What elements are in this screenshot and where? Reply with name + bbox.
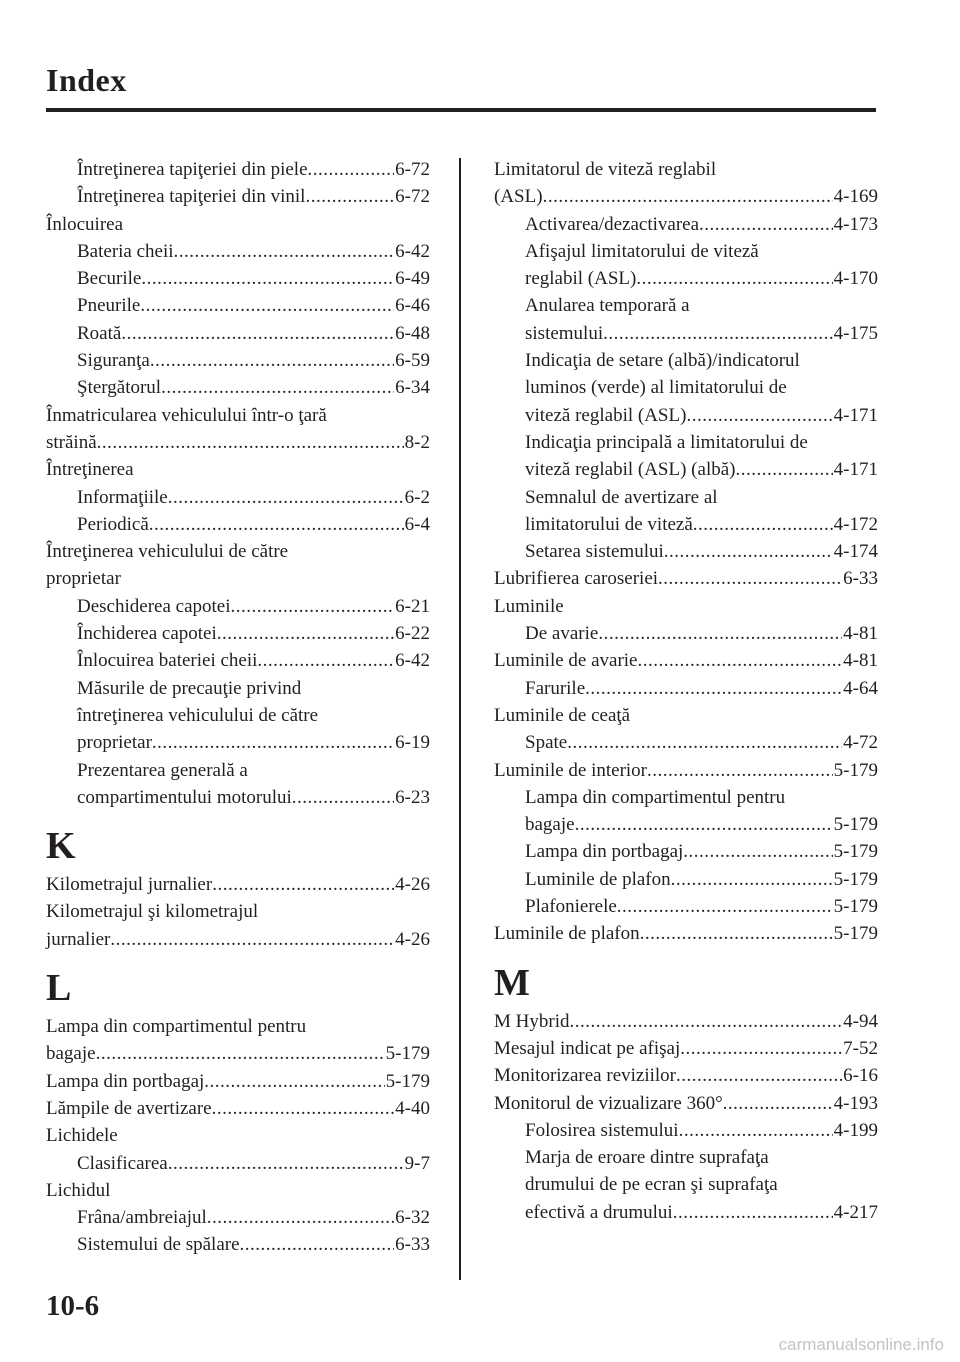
entry-page-ref[interactable]: 6-16 [843, 1065, 878, 1087]
index-column-left [46, 156, 430, 1259]
entry-text: Luminile de plafon [494, 923, 640, 945]
dot-leader [161, 374, 394, 401]
dot-leader [598, 620, 842, 647]
entry-text: drumului de pe ecran şi suprafaţa [525, 1174, 778, 1196]
dot-leader [617, 893, 833, 920]
index-subentry [46, 374, 430, 401]
index-entry [494, 593, 878, 620]
entry-text: Lichidul [46, 1179, 111, 1201]
index-subentry [494, 729, 878, 756]
entry-text: Lampa din compartimentul pentru [46, 1016, 307, 1038]
entry-text: Afişajul limitatorului de viteză [525, 240, 759, 262]
entry-text: reglabil (ASL) [525, 268, 637, 290]
index-subentry [494, 1199, 878, 1226]
entry-page-ref[interactable]: 6-72 [395, 159, 430, 180]
dot-leader [575, 811, 833, 838]
index-subentry [46, 484, 430, 511]
entry-text: proprietar [77, 732, 152, 754]
entry-text: Întreţinerea [46, 459, 134, 481]
entry-page-ref[interactable]: 6-33 [843, 568, 878, 590]
entry-text: Limitatorul de viteză reglabil [494, 159, 717, 180]
index-entry [46, 898, 430, 925]
entry-page-ref[interactable]: 6-4 [404, 513, 430, 535]
dot-leader [292, 784, 394, 811]
entry-text: Luminile de plafon [525, 868, 671, 890]
entry-page-ref[interactable]: 4-171 [833, 459, 878, 481]
index-subentry [494, 374, 878, 401]
index-entry [494, 647, 878, 674]
dot-leader [569, 1008, 842, 1035]
index-subentry [494, 265, 878, 292]
index-entry [46, 456, 430, 483]
index-entry [46, 429, 430, 456]
index-entry [46, 1122, 430, 1149]
index-subentry [46, 1231, 430, 1258]
entry-page-ref[interactable]: 6-32 [395, 1207, 430, 1229]
dot-leader [152, 729, 394, 756]
entry-text: efectivă a drumului [525, 1201, 673, 1223]
dot-leader [664, 538, 833, 565]
index-entry [494, 702, 878, 729]
entry-text: bagaje [46, 1043, 96, 1065]
dot-leader [97, 429, 404, 456]
dot-leader [168, 484, 404, 511]
dot-leader [638, 647, 843, 674]
entry-text: Frâna/ambreiajul [77, 1207, 207, 1229]
dot-leader [673, 1199, 833, 1226]
index-subentry [46, 702, 430, 729]
index-subentry [46, 238, 430, 265]
dot-leader [150, 347, 394, 374]
entry-page-ref[interactable]: 7-52 [843, 1037, 878, 1059]
index-entry [46, 402, 430, 429]
dot-leader [680, 1035, 842, 1062]
entry-text: Luminile [494, 595, 564, 617]
index-entry [494, 1008, 878, 1035]
index-subentry [494, 456, 878, 483]
index-subentry [494, 675, 878, 702]
dot-leader [585, 675, 842, 702]
index-subentry [494, 620, 878, 647]
index-subentry [494, 893, 878, 920]
entry-text: Prezentarea generală a [77, 759, 248, 781]
index-subentry [46, 675, 430, 702]
entry-page-ref[interactable]: 5-179 [833, 868, 878, 890]
entry-text: Spate [525, 732, 568, 754]
entry-page-ref[interactable]: 4-94 [843, 1010, 878, 1032]
index-subentry [46, 265, 430, 292]
dot-leader [671, 866, 833, 893]
dot-leader [686, 402, 832, 429]
entry-text: Marja de eroare dintre suprafaţa [525, 1147, 769, 1169]
page-number: 10-6 [46, 1290, 100, 1322]
dot-leader [658, 565, 842, 592]
index-entry [46, 1068, 430, 1095]
entry-text: Luminile de avarie [494, 650, 638, 672]
entry-text: Indicaţia de setare (albă)/indicatorul [525, 350, 800, 372]
entry-text: compartimentului motorului [77, 786, 292, 808]
dot-leader [110, 926, 394, 953]
entry-text: (ASL) [494, 186, 543, 208]
dot-leader [212, 871, 394, 898]
entry-text: străină [46, 431, 97, 453]
entry-text: Kilometrajul şi kilometrajul [46, 901, 259, 923]
entry-text: Măsurile de precauţie privind [77, 677, 302, 699]
dot-leader [149, 511, 404, 538]
entry-page-ref[interactable]: 5-179 [385, 1043, 430, 1065]
dot-leader [636, 265, 832, 292]
index-subentry [494, 238, 878, 265]
entry-text: Siguranţa [77, 350, 150, 372]
entry-text: Kilometrajul jurnalier [46, 874, 213, 896]
dot-leader [204, 1068, 384, 1095]
entry-text: Indicaţia principală a limitatorului de [525, 431, 808, 453]
index-subentry [494, 211, 878, 238]
index-subentry [494, 1171, 878, 1198]
entry-text: Lampa din compartimentul pentru [525, 786, 786, 808]
entry-page-ref[interactable]: 4-199 [833, 1119, 878, 1141]
index-entry [494, 156, 878, 183]
entry-page-ref[interactable]: 6-48 [395, 322, 430, 344]
index-subentry [46, 784, 430, 811]
entry-page-ref[interactable]: 6-42 [395, 240, 430, 262]
index-subentry [46, 183, 430, 210]
dot-leader [683, 838, 832, 865]
index-entry [46, 926, 430, 953]
column-divider [459, 158, 461, 1280]
entry-text: sistemului [525, 322, 604, 344]
entry-page-ref[interactable]: 4-81 [843, 623, 878, 645]
entry-page-ref[interactable]: 4-26 [395, 874, 430, 896]
entry-page-ref[interactable]: 6-33 [395, 1234, 430, 1256]
entry-page-ref[interactable]: 5-179 [833, 814, 878, 836]
entry-page-ref[interactable]: 5-179 [385, 1070, 430, 1092]
entry-text: Înmatricularea vehiculului într-o ţară [46, 404, 327, 426]
entry-text: viteză reglabil (ASL) (albă) [525, 459, 736, 481]
entry-page-ref[interactable]: 6-23 [395, 786, 430, 808]
entry-text: Folosirea sistemului [525, 1119, 679, 1141]
entry-text: Pneurile [77, 295, 141, 317]
entry-text: Luminile de ceaţă [494, 704, 631, 726]
entry-text: Înlocuirea [46, 213, 124, 235]
index-entry [46, 565, 430, 592]
entry-text: Luminile de interior [494, 759, 648, 781]
index-column-right [494, 156, 878, 1226]
index-subentry [46, 647, 430, 674]
entry-page-ref[interactable]: 4-173 [833, 213, 878, 235]
dot-leader [96, 1040, 385, 1067]
dot-leader [140, 292, 394, 319]
index-subentry [494, 866, 878, 893]
entry-text: Lubrifierea caroseriei [494, 568, 659, 590]
entry-text: Întreţinerea tapiţeriei din piele [77, 159, 308, 180]
entry-text: Lichidele [46, 1125, 118, 1147]
entry-text: proprietar [46, 568, 121, 590]
entry-text: Becurile [77, 268, 142, 290]
dot-leader [240, 1231, 395, 1258]
entry-page-ref[interactable]: 4-172 [833, 513, 878, 535]
dot-leader [141, 265, 394, 292]
index-entry [494, 183, 878, 210]
entry-page-ref[interactable]: 6-22 [395, 623, 430, 645]
index-subentry [494, 429, 878, 456]
entry-text: jurnalier [46, 928, 111, 950]
entry-text: Monitorizarea reviziilor [494, 1065, 677, 1087]
index-entry [46, 211, 430, 238]
dot-leader [603, 320, 833, 347]
index-subentry [46, 1150, 430, 1177]
entry-text: Mesajul indicat pe afişaj [494, 1037, 681, 1059]
entry-page-ref[interactable]: 4-169 [833, 186, 878, 208]
entry-text: Sistemului de spălare [77, 1234, 240, 1256]
dot-leader [305, 183, 394, 210]
index-entry [494, 1090, 878, 1117]
entry-page-ref[interactable]: 4-64 [843, 677, 878, 699]
dot-leader [567, 729, 842, 756]
index-subentry [494, 1117, 878, 1144]
entry-text: Anularea temporară a [525, 295, 690, 317]
dot-leader [207, 1204, 394, 1231]
entry-text: Deschiderea capotei [77, 595, 231, 617]
dot-leader [640, 920, 833, 947]
index-entry [46, 538, 430, 565]
entry-text: Roată [77, 322, 122, 344]
index-subentry [494, 811, 878, 838]
entry-text: Ştergătorul [77, 377, 162, 399]
entry-page-ref[interactable]: 4-40 [395, 1097, 430, 1119]
index-subentry [46, 320, 430, 347]
dot-leader [723, 1090, 833, 1117]
index-subentry [494, 838, 878, 865]
index-subentry [46, 620, 430, 647]
dot-leader [735, 456, 832, 483]
index-subentry [46, 292, 430, 319]
entry-page-ref[interactable]: 6-21 [395, 595, 430, 617]
index-entry [494, 757, 878, 784]
entry-text: De avarie [525, 623, 599, 645]
entry-text: Farurile [525, 677, 586, 699]
entry-text: Periodică [77, 513, 149, 535]
entry-page-ref[interactable]: 4-171 [833, 404, 878, 426]
index-entry [494, 565, 878, 592]
index-subentry [494, 320, 878, 347]
entry-text: Lămpile de avertizare [46, 1097, 212, 1119]
dot-leader [174, 238, 395, 265]
entry-page-ref[interactable]: 6-72 [395, 186, 430, 208]
entry-page-ref[interactable]: 4-217 [833, 1201, 878, 1223]
watermark: carmanualsonline.info [778, 1335, 944, 1354]
dot-leader [679, 1117, 833, 1144]
entry-page-ref[interactable]: 4-26 [395, 928, 430, 950]
index-subentry [494, 1144, 878, 1171]
entry-text: viteză reglabil (ASL) [525, 404, 687, 426]
index-entry [46, 1177, 430, 1204]
entry-page-ref[interactable]: 6-2 [404, 486, 430, 508]
entry-text: Plafonierele [525, 896, 617, 918]
entry-page-ref[interactable]: 4-170 [833, 268, 878, 290]
index-subentry [46, 347, 430, 374]
index-entry [494, 1062, 878, 1089]
entry-page-ref[interactable]: 5-179 [833, 923, 878, 945]
dot-leader [168, 1150, 404, 1177]
entry-page-ref[interactable]: 6-59 [395, 350, 430, 372]
index-subentry [494, 347, 878, 374]
entry-page-ref[interactable]: 6-34 [395, 377, 430, 399]
index-entry [494, 1035, 878, 1062]
entry-text: Lampa din portbagaj [525, 841, 684, 863]
index-entry [46, 871, 430, 898]
entry-text: bagaje [525, 814, 575, 836]
dot-leader [647, 757, 833, 784]
index-subentry [494, 484, 878, 511]
index-subentry [494, 292, 878, 319]
entry-page-ref[interactable]: 5-179 [833, 759, 878, 781]
dot-leader [543, 183, 833, 210]
entry-text: Clasificarea [77, 1152, 168, 1174]
index-section-letter: L [46, 967, 72, 1010]
index-subentry [494, 402, 878, 429]
entry-text: Lampa din portbagaj [46, 1070, 205, 1092]
dot-leader [212, 1095, 395, 1122]
entry-page-ref[interactable]: 8-2 [404, 431, 430, 453]
index-subentry [494, 538, 878, 565]
dot-leader [676, 1062, 842, 1089]
index-section-letter: K [46, 825, 76, 868]
entry-page-ref[interactable]: 4-174 [833, 541, 878, 563]
entry-text: Întreţinerea tapiţeriei din vinil [77, 186, 306, 208]
header-rule [46, 108, 876, 112]
index-entry [46, 1040, 430, 1067]
entry-page-ref[interactable]: 6-46 [395, 295, 430, 317]
index-subentry [46, 156, 430, 183]
entry-text: întreţinerea vehiculului de către [77, 704, 319, 726]
dot-leader [693, 511, 833, 538]
entry-text: Bateria cheii [77, 240, 174, 262]
entry-text: Întreţinerea vehiculului de către [46, 541, 289, 563]
index-subentry [46, 1204, 430, 1231]
entry-text: M Hybrid [494, 1010, 570, 1032]
entry-text: Semnalul de avertizare al [525, 486, 718, 508]
index-subentry [46, 729, 430, 756]
index-subentry [46, 593, 430, 620]
entry-page-ref[interactable]: 5-179 [833, 841, 878, 863]
dot-leader [699, 211, 833, 238]
entry-page-ref[interactable]: 6-19 [395, 732, 430, 754]
index-entry [494, 920, 878, 947]
entry-page-ref[interactable]: 4-81 [843, 650, 878, 672]
index-entry [46, 1013, 430, 1040]
dot-leader [257, 647, 394, 674]
entry-text: luminos (verde) al limitatorului de [525, 377, 787, 399]
page-title: Index [46, 62, 127, 98]
entry-text: Monitorul de vizualizare 360° [494, 1092, 723, 1114]
entry-page-ref[interactable]: 4-193 [833, 1092, 878, 1114]
entry-text: Înlocuirea bateriei cheii [77, 650, 258, 672]
index-entry [46, 1095, 430, 1122]
dot-leader [308, 156, 395, 183]
entry-text: Activarea/dezactivarea [525, 213, 700, 235]
dot-leader [217, 620, 394, 647]
index-subentry [46, 757, 430, 784]
index-section-letter: M [494, 961, 530, 1004]
entry-text: limitatorului de viteză [525, 513, 693, 535]
dot-leader [231, 593, 395, 620]
entry-text: Închiderea capotei [77, 623, 217, 645]
entry-page-ref[interactable]: 4-175 [833, 322, 878, 344]
entry-page-ref[interactable]: 4-72 [843, 732, 878, 754]
index-subentry [494, 784, 878, 811]
index-subentry [494, 511, 878, 538]
index-subentry [46, 511, 430, 538]
dot-leader [121, 320, 394, 347]
entry-text: Setarea sistemului [525, 541, 664, 563]
entry-page-ref[interactable]: 6-49 [395, 268, 430, 290]
entry-page-ref[interactable]: 6-42 [395, 650, 430, 672]
entry-text: Informaţiile [77, 486, 168, 508]
entry-page-ref[interactable]: 5-179 [833, 896, 878, 918]
entry-page-ref[interactable]: 9-7 [404, 1152, 430, 1174]
